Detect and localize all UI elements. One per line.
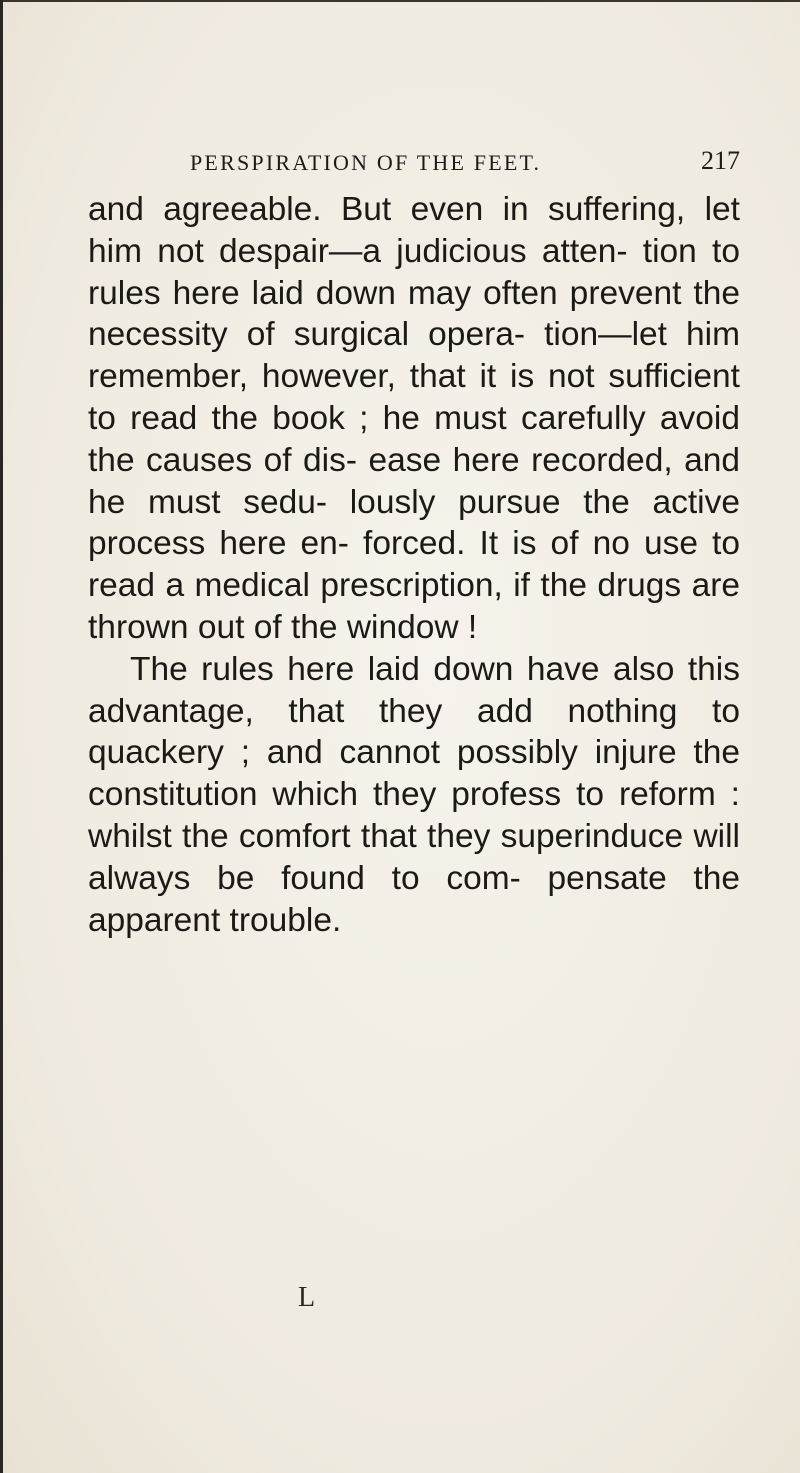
running-head [190, 146, 740, 180]
paragraph-2: The rules here laid down have also this advantage, that they add nothing to quackery ; and cannot possibly injure the constitution which they profess to reform : whilst the comfort that they superinduce will always be found to com- pensate the apparent trouble. [88, 650, 740, 939]
paragraph-1: and agreeable. But even in suffering, let him not despair—a judicious atten- tion to rules here laid down may often prevent the necessity of surgical opera- tion—let him remember, however, that it is not sufficient to read the book ; he must carefully avoid the causes of dis- ease here recorded, and he must sedu- lously pursue the active process here en- forced. It is of no use to read a medical prescription, if the drugs are thrown out of the window ! [88, 191, 740, 646]
page-number: 217 [701, 146, 740, 175]
page-top-edge [0, 0, 800, 2]
body-text [88, 189, 740, 941]
running-title: PERSPIRATION OF THE FEET. [190, 150, 542, 175]
page-left-edge [0, 0, 3, 1473]
signature-mark: L [298, 1282, 316, 1313]
